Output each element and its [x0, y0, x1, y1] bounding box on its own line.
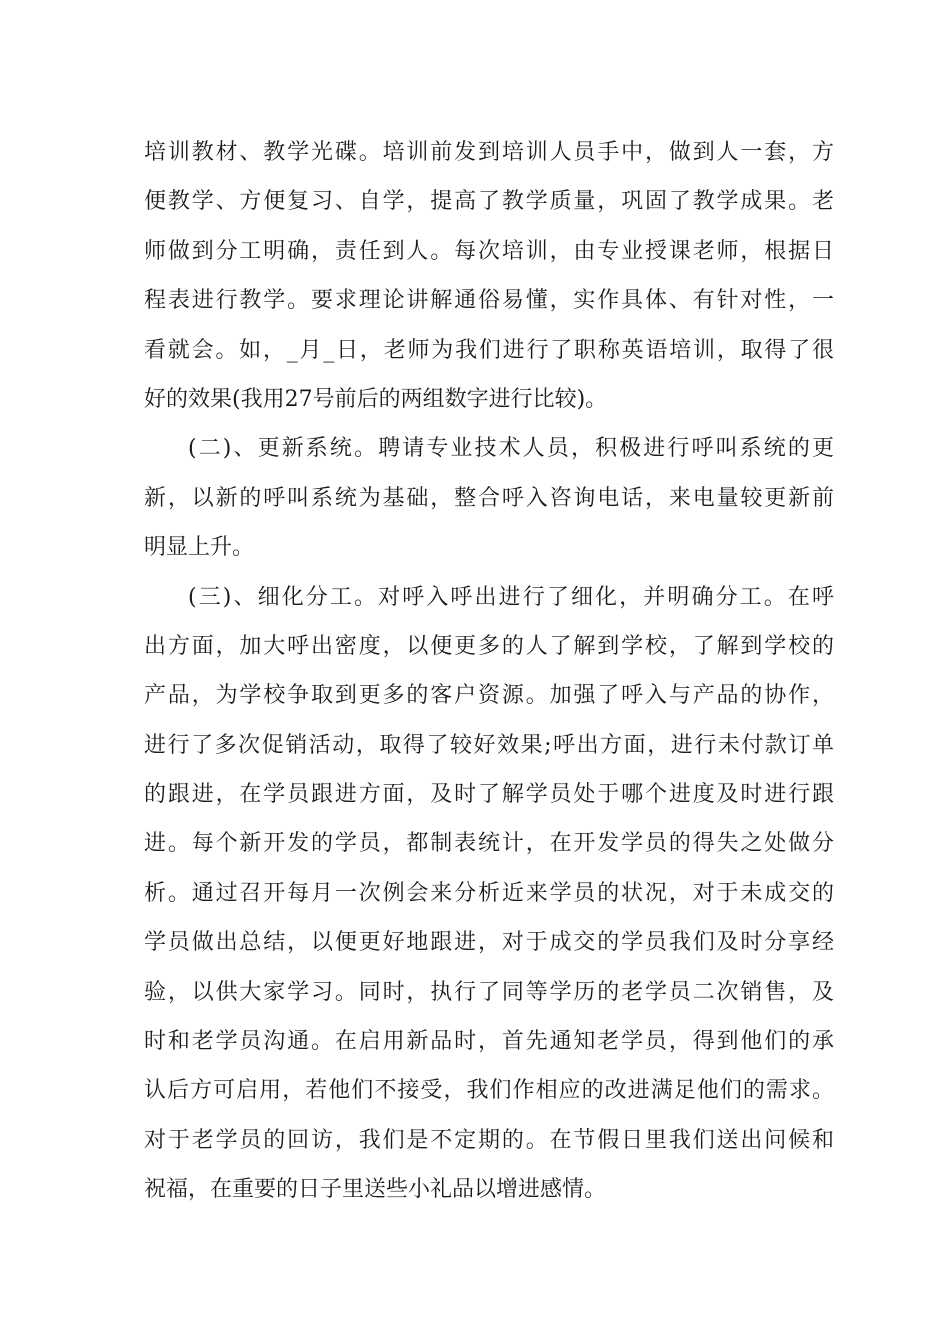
- text-line: (三)、细化分工。对呼入呼出进行了细化，并明确分工。在呼: [188, 584, 834, 610]
- text-line: 程表进行教学。要求理论讲解通俗易懂，实作具体、有针对性，一: [144, 288, 834, 314]
- text-line: 看就会。如，_月_日，老师为我们进行了职称英语培训，取得了很: [144, 337, 834, 363]
- document-body: [144, 128, 834, 1215]
- text-line: 进行了多次促销活动，取得了较好效果;呼出方面，进行未付款订单: [144, 732, 834, 758]
- text-line: 学员做出总结，以便更好地跟进，对于成交的学员我们及时分享经: [144, 930, 834, 956]
- text-line: 进。每个新开发的学员，都制表统计，在开发学员的得失之处做分: [144, 831, 834, 857]
- text-line: 时和老学员沟通。在启用新品时，首先通知老学员，得到他们的承: [144, 1029, 834, 1055]
- text-line: 析。通过召开每月一次例会来分析近来学员的状况，对于未成交的: [144, 880, 834, 906]
- text-line: 产品，为学校争取到更多的客户资源。加强了呼入与产品的协作，: [144, 683, 834, 709]
- paragraph-training: [144, 128, 834, 424]
- text-line: 出方面，加大呼出密度，以便更多的人了解到学校，了解到学校的: [144, 633, 834, 659]
- text-line: 培训教材、教学光碟。培训前发到培训人员手中，做到人一套，方: [144, 140, 834, 165]
- paragraph-update-system: [144, 424, 834, 572]
- text-line: 明显上升。: [144, 535, 255, 561]
- text-line: (二)、更新系统。聘请专业技术人员，积极进行呼叫系统的更: [188, 436, 834, 462]
- text-line: 新，以新的呼叫系统为基础，整合呼入咨询电话，来电量较更新前: [144, 485, 834, 511]
- text-line: 的跟进，在学员跟进方面，及时了解学员处于哪个进度及时进行跟: [144, 782, 834, 808]
- text-line: 认后方可启用，若他们不接受，我们作相应的改进满足他们的需求。: [144, 1078, 834, 1104]
- text-line: 验，以供大家学习。同时，执行了同等学历的老学员二次销售，及: [144, 979, 834, 1005]
- text-line: 师做到分工明确，责任到人。每次培训，由专业授课老师，根据日: [144, 238, 834, 264]
- text-line: 好的效果(我用27号前后的两组数字进行比较)。: [144, 386, 608, 412]
- paragraph-refine-division: [144, 573, 834, 1215]
- text-line: 对于老学员的回访，我们是不定期的。在节假日里我们送出问候和: [144, 1127, 834, 1153]
- text-line: 祝福，在重要的日子里送些小礼品以增进感情。: [144, 1177, 607, 1203]
- text-line: 便教学、方便复习、自学，提高了教学质量，巩固了教学成果。老: [144, 189, 834, 215]
